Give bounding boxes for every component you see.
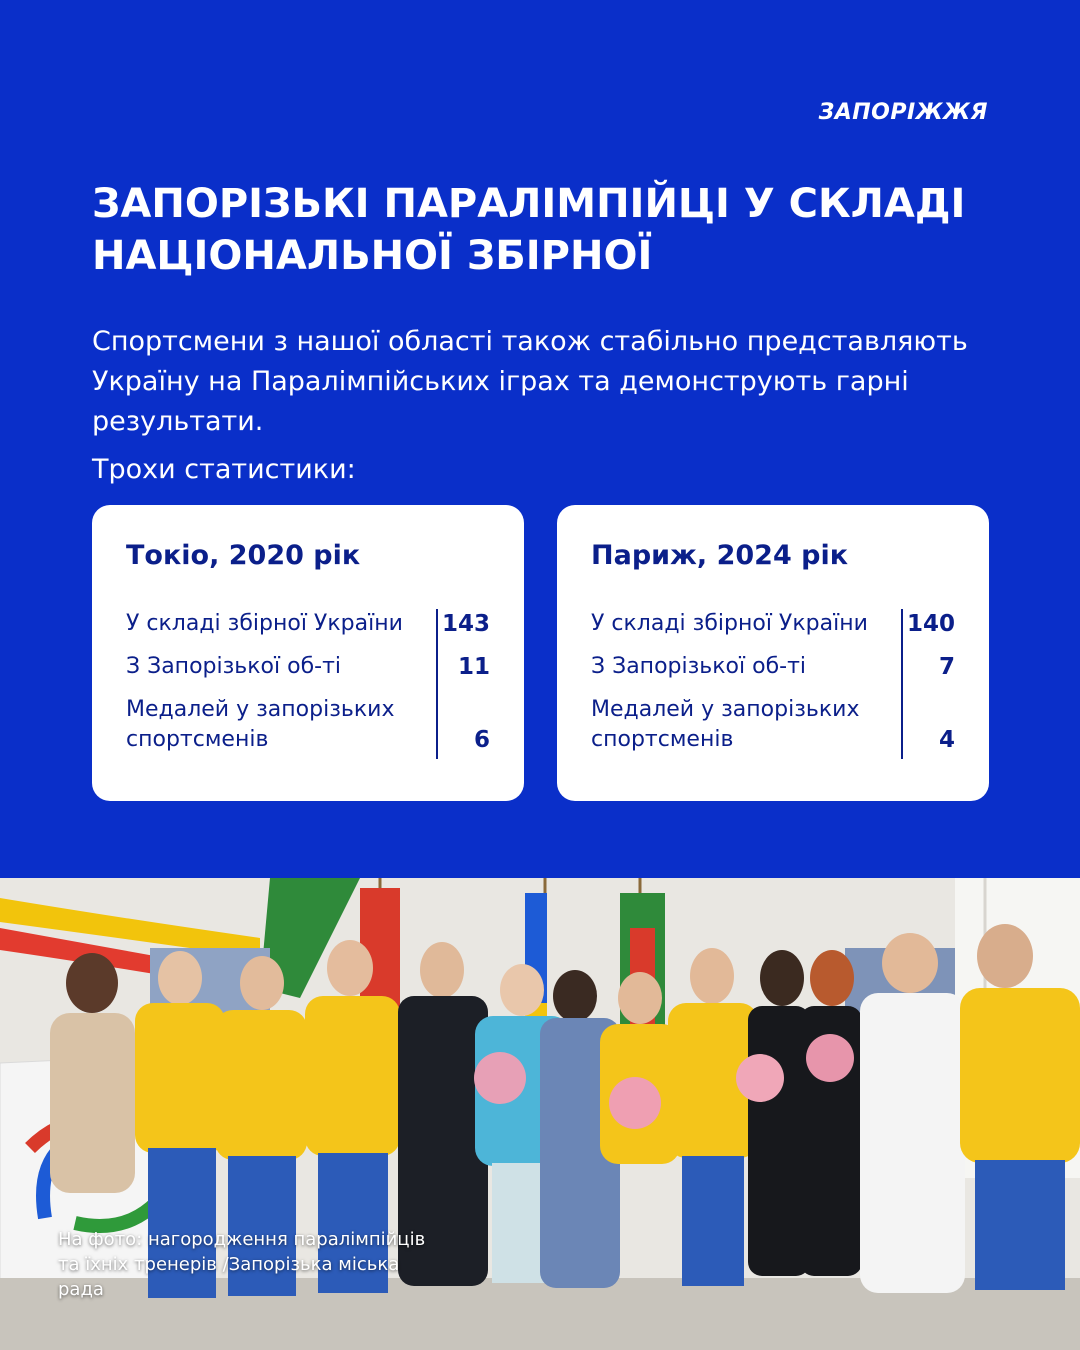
stats-label: Трохи статистики: — [92, 454, 356, 485]
stat-value: 7 — [938, 654, 955, 680]
stats-card-tokyo — [92, 505, 524, 801]
stat-label: З Запорізької об-ті — [126, 654, 342, 679]
card-title: Париж, 2024 рік — [591, 540, 849, 571]
intro-text: Спортсмени з нашої області також стабільно представляють Україну на Паралімпійських іграх та демонструють гарні результати. — [92, 326, 968, 437]
stat-value: 140 — [906, 611, 955, 637]
region-label: ЗАПОРІЖЖЯ — [818, 100, 988, 125]
stat-label: У складі збірної України — [126, 611, 403, 636]
divider-line — [436, 609, 438, 759]
stats-card-paris — [557, 505, 989, 801]
stat-value: 4 — [938, 727, 955, 753]
stat-value: 11 — [457, 654, 490, 680]
stat-label: З Запорізької об-ті — [591, 654, 807, 679]
divider-line — [901, 609, 903, 759]
stat-label: У складі збірної України — [591, 611, 868, 636]
stats-rows — [126, 609, 490, 755]
stat-label: Медалей у запорізьких спортсменів — [591, 697, 860, 752]
stat-value: 6 — [473, 727, 490, 753]
group-photo — [0, 878, 1080, 1350]
photo-caption: На фото: нагородження паралімпійців та їхніх тренерів /Запорізька міська рада — [58, 1229, 426, 1300]
card-title: Токіо, 2020 рік — [126, 540, 361, 571]
page-title: ЗАПОРІЗЬКІ ПАРАЛІМПІЙЦІ У СКЛАДІ НАЦІОНАЛЬНОЇ ЗБІРНОЇ — [92, 181, 966, 279]
stat-label: Медалей у запорізьких спортсменів — [126, 697, 395, 752]
stats-rows — [591, 609, 955, 755]
stat-value: 143 — [441, 611, 490, 637]
